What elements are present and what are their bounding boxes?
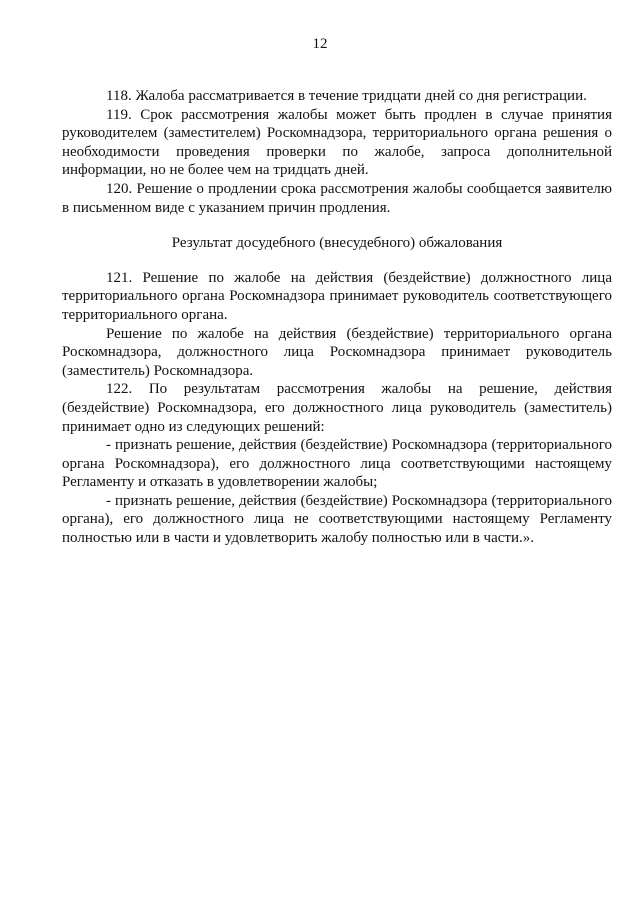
paragraph-120: 120. Решение о продлении срока рассмотрения жалобы сообщается заявителю в письменном виде с указанием причин продления.: [62, 180, 612, 216]
paragraph-119: 119. Срок рассмотрения жалобы может быть продлен в случае принятия руководителем (заместителем) Роскомнадзора, территориального органа решения о необходимости проведения проверки по жалобе, запроса дополнительной информации, но не более чем на тридцать дней.: [62, 106, 612, 179]
paragraph-118: 118. Жалоба рассматривается в течение тридцати дней со дня регистрации.: [106, 88, 587, 104]
list-item-122-option-2: - признать решение, действия (бездействие) Роскомнадзора (территориального органа), его должностного лица не соответствующими настоящему Регламенту полностью или в части и удовлетворить жалобу полностью или в части.».: [62, 492, 612, 547]
paragraph-121-continuation: Решение по жалобе на действия (бездействие) территориального органа Роскомнадзора, должностного лица Роскомнадзора принимает руководитель (заместитель) Роскомнадзора.: [62, 325, 612, 379]
section-heading: Результат досудебного (внесудебного) обжалования: [171, 235, 503, 252]
page-number: 12: [312, 36, 328, 52]
list-item-122-option-1: - признать решение, действия (бездействие) Роскомнадзора (территориального органа Роскомнадзора), его должностного лица соответствующими настоящему Регламенту и отказать в удовлетворении жалобы;: [62, 437, 612, 491]
paragraph-122: 122. По результатам рассмотрения жалобы на решение, действия (бездействие) Роскомнадзора, его должностного лица руководитель (заместитель) принимает одно из следующих решений:: [62, 381, 612, 435]
paragraph-121: 121. Решение по жалобе на действия (бездействие) должностного лица территориального органа Роскомнадзора принимает руководитель соответствующего территориального органа.: [62, 269, 612, 323]
document-body: [62, 87, 612, 548]
